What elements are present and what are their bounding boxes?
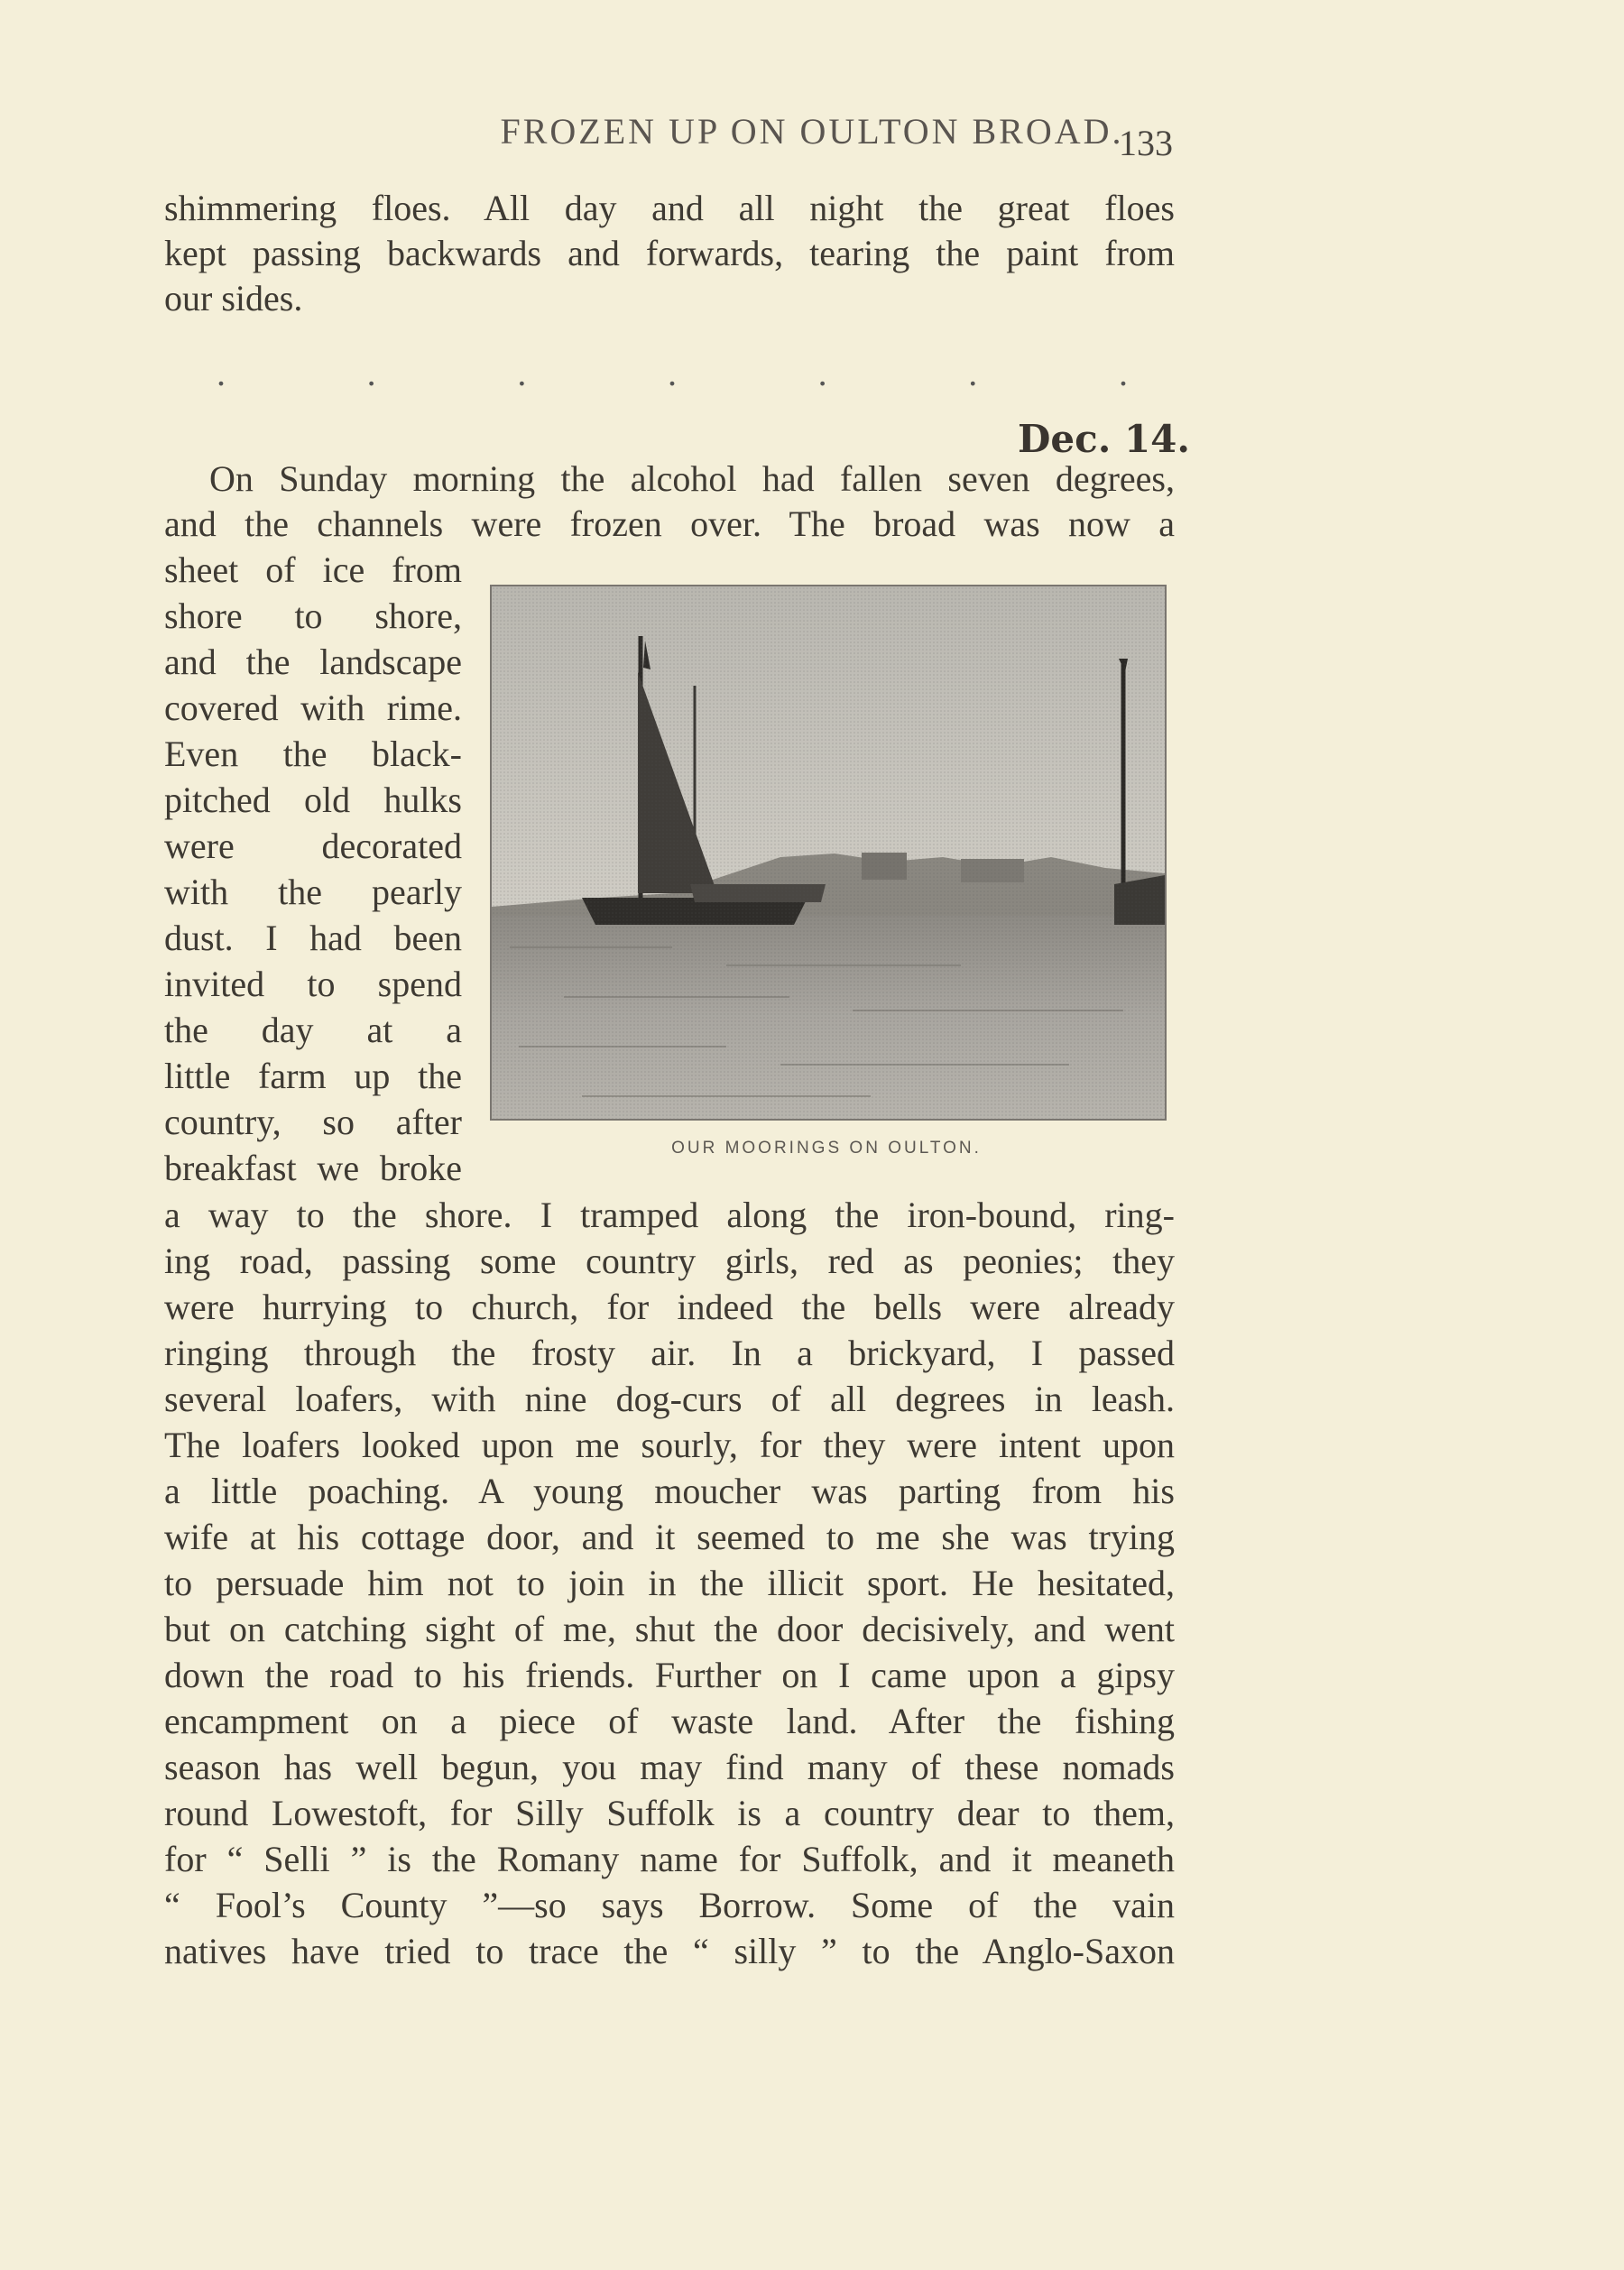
text-line: sheet of ice from bbox=[164, 549, 462, 590]
text-line: were decorated bbox=[164, 826, 462, 866]
photo-illustration bbox=[492, 586, 1165, 1119]
text-line: the day at a bbox=[164, 1010, 462, 1050]
text-line: shimmering floes. All day and all night the great floes bbox=[164, 188, 1175, 228]
ellipsis-dots bbox=[217, 352, 1128, 394]
text-line: to persuade him not to join in the illicit sport. He hesitated, bbox=[164, 1563, 1175, 1603]
text-line: ringing through the frosty air. In a brickyard, I passed bbox=[164, 1333, 1175, 1373]
text-line: a little poaching. A young moucher was parting from his bbox=[164, 1471, 1175, 1511]
moorings-photograph bbox=[490, 585, 1167, 1121]
text-line: dust. I had been bbox=[164, 918, 462, 958]
dot: . bbox=[217, 353, 226, 393]
dot: . bbox=[517, 353, 527, 393]
text-line: ing road, passing some country girls, red as peonies; they bbox=[164, 1241, 1175, 1281]
text-line: country, so after bbox=[164, 1102, 462, 1142]
dot: . bbox=[1118, 353, 1128, 393]
text-line: but on catching sight of me, shut the door decisively, and went bbox=[164, 1609, 1175, 1649]
text-line: invited to spend bbox=[164, 964, 462, 1004]
text-line: and the channels were frozen over. The broad was now a bbox=[164, 503, 1175, 544]
text-line: round Lowestoft, for Silly Suffolk is a country dear to them, bbox=[164, 1793, 1175, 1833]
dot: . bbox=[366, 353, 376, 393]
text-line: breakfast we broke bbox=[164, 1148, 462, 1188]
text-line: with the pearly bbox=[164, 872, 462, 912]
text-line: season has well begun, you may find many of these nomads bbox=[164, 1747, 1175, 1787]
date-heading: Dec. 14. bbox=[1018, 417, 1191, 461]
text-line: natives have tried to trace the “ silly ” to the Anglo-Saxon bbox=[164, 1931, 1175, 1971]
text-line: several loafers, with nine dog-curs of all degrees in leash. bbox=[164, 1379, 1175, 1419]
text-line: On Sunday morning the alcohol had fallen seven degrees, bbox=[209, 458, 1175, 499]
text-line: shore to shore, bbox=[164, 595, 462, 636]
page-number: 133 bbox=[1119, 123, 1173, 163]
text-line: were hurrying to church, for indeed the bells were already bbox=[164, 1287, 1175, 1327]
text-line: down the road to his friends. Further on I came upon a gipsy bbox=[164, 1655, 1175, 1695]
text-line: and the landscape bbox=[164, 641, 462, 682]
text-line: little farm up the bbox=[164, 1056, 462, 1096]
dot: . bbox=[968, 353, 978, 393]
running-head: FROZEN UP ON OULTON BROAD. bbox=[500, 111, 1124, 152]
text-line: pitched old hulks bbox=[164, 780, 462, 820]
text-line: our sides. bbox=[164, 278, 303, 318]
text-line: for “ Selli ” is the Romany name for Suffolk, and it meaneth bbox=[164, 1839, 1175, 1879]
text-line: kept passing backwards and forwards, tearing the paint from bbox=[164, 233, 1175, 273]
text-line: encampment on a piece of waste land. After the fishing bbox=[164, 1701, 1175, 1741]
text-line: Even the black- bbox=[164, 734, 462, 774]
text-line: a way to the shore. I tramped along the iron-bound, ring- bbox=[164, 1195, 1175, 1235]
dot: . bbox=[667, 353, 677, 393]
text-line: The loafers looked upon me sourly, for they were intent upon bbox=[164, 1425, 1175, 1465]
text-line: “ Fool’s County ”—so says Borrow. Some of the vain bbox=[164, 1885, 1175, 1925]
figure-caption: OUR MOORINGS ON OULTON. bbox=[671, 1139, 982, 1158]
text-line: covered with rime. bbox=[164, 687, 462, 728]
dot: . bbox=[817, 353, 827, 393]
text-line: wife at his cottage door, and it seemed to me she was trying bbox=[164, 1517, 1175, 1557]
